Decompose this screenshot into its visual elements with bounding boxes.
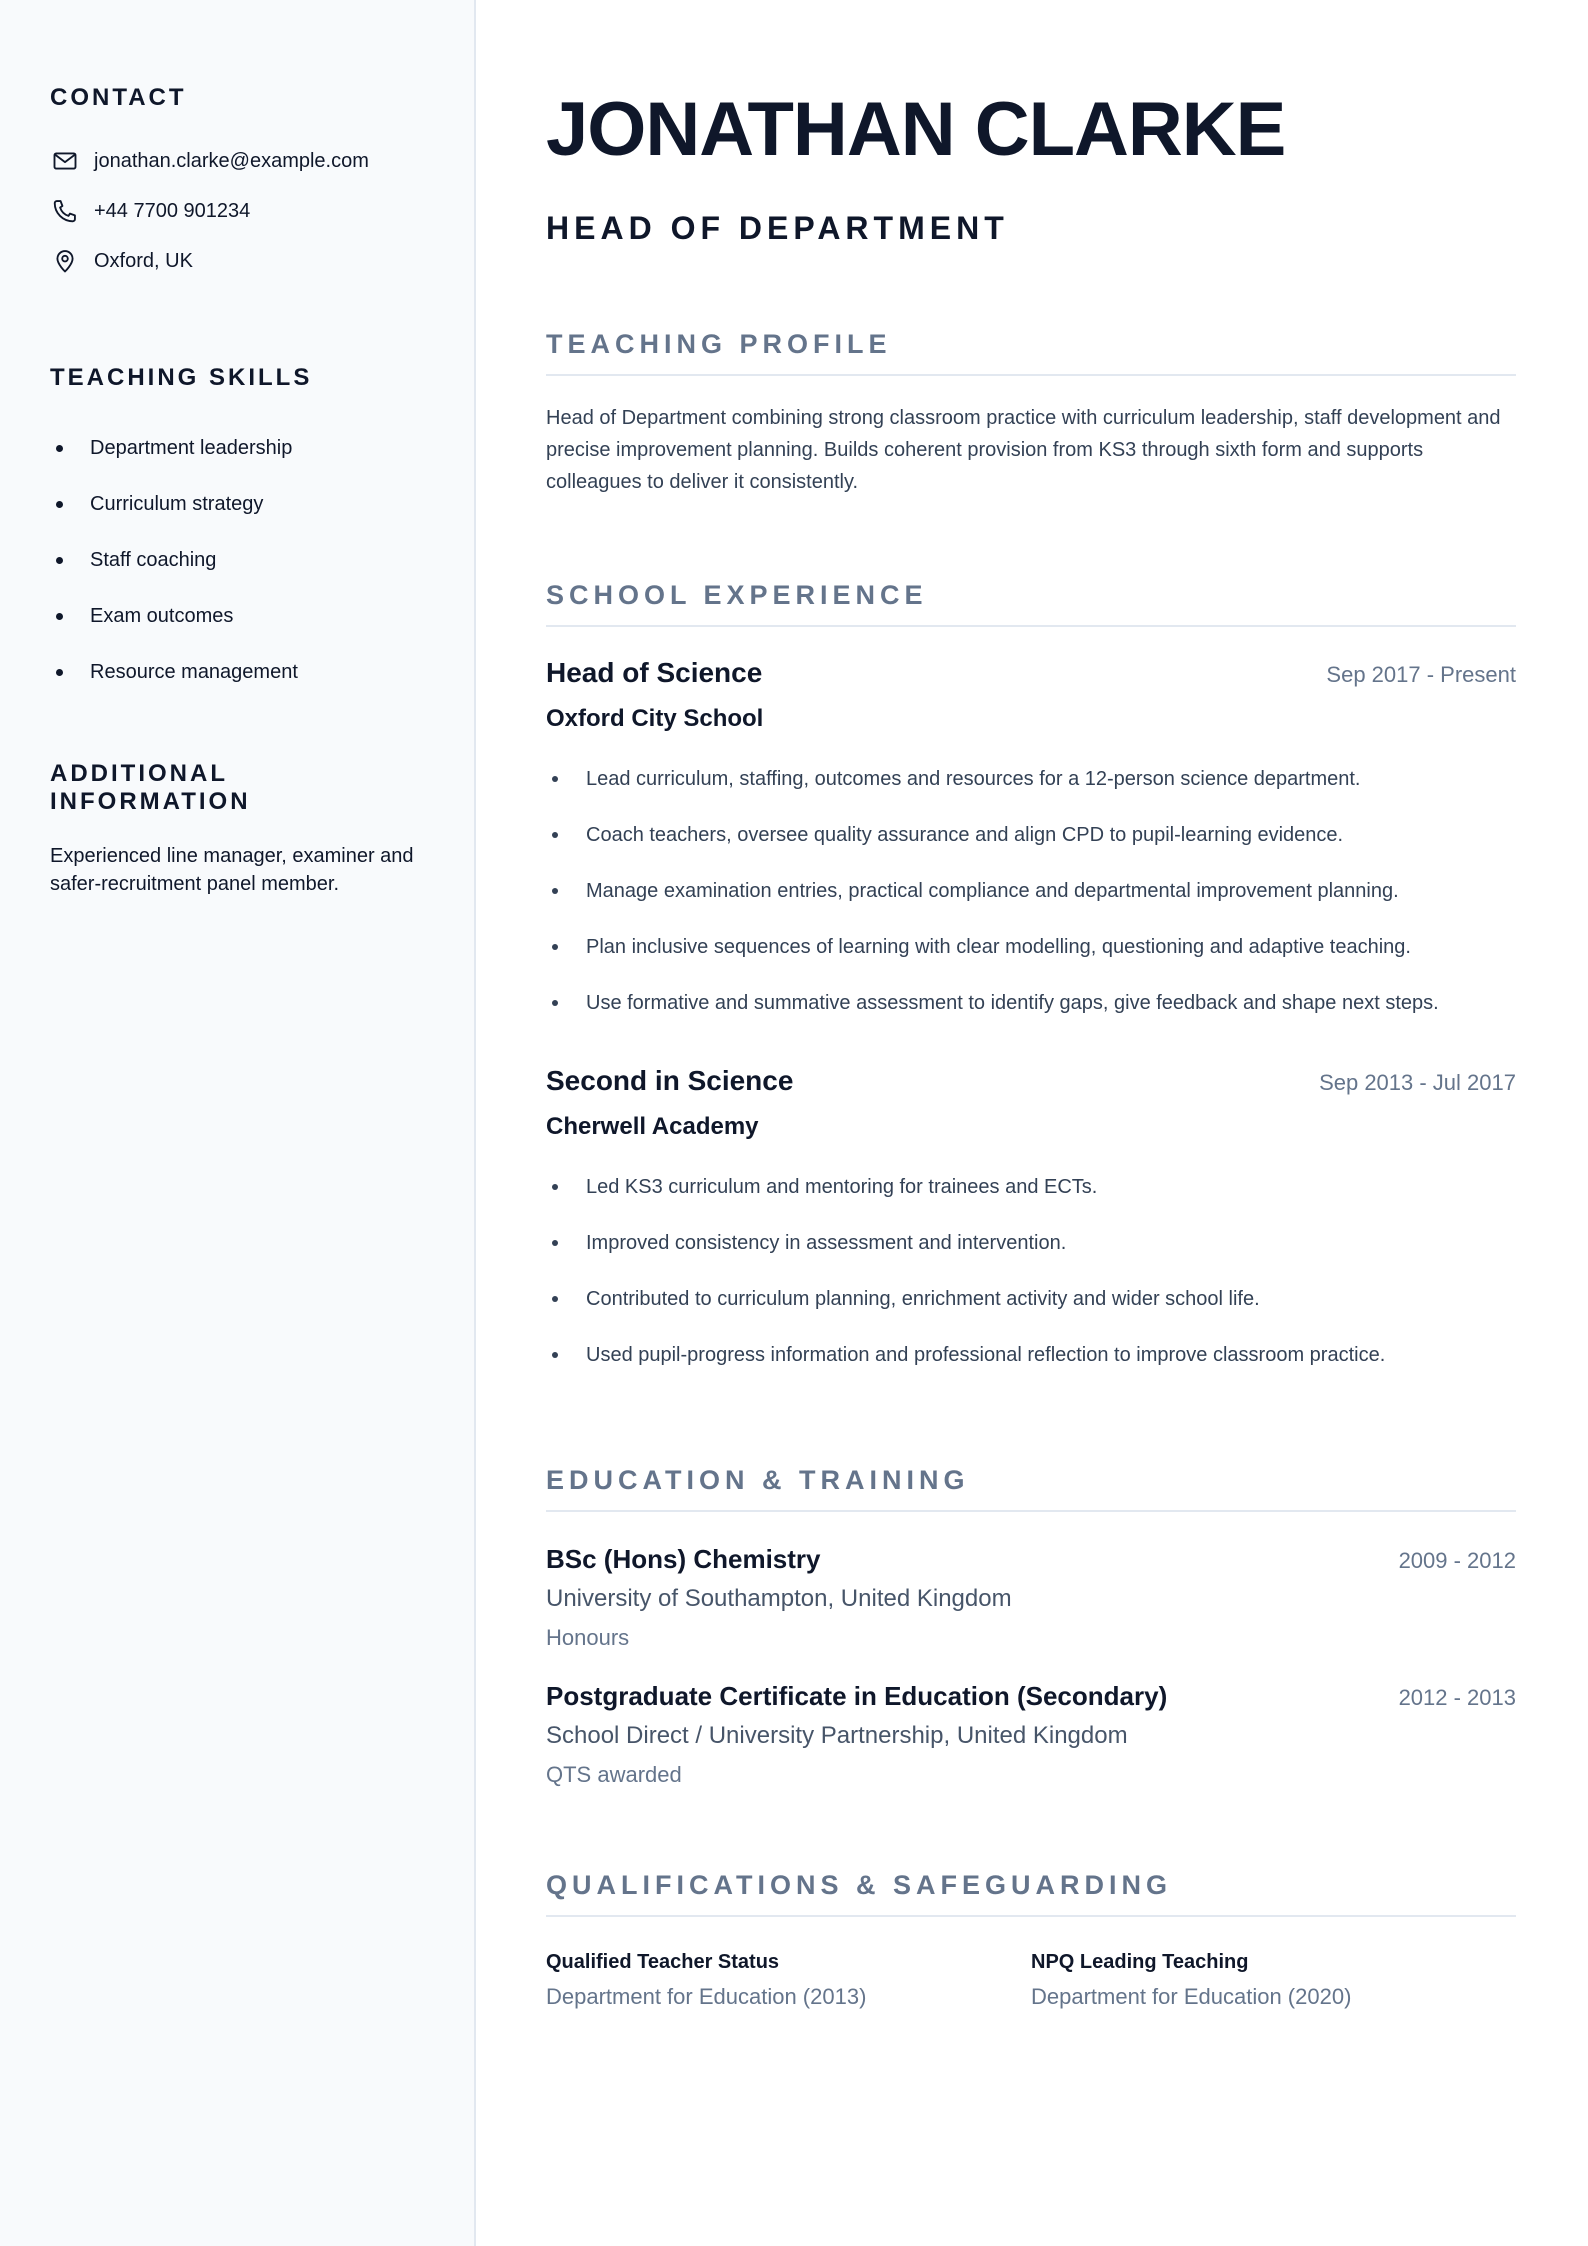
job-bullet (546, 751, 1516, 807)
job-bullet (546, 1271, 1516, 1327)
bullet-dot (552, 776, 558, 782)
education-heading: EDUCATION & TRAINING (546, 1465, 1516, 1512)
skill-item (50, 476, 424, 532)
education-dates: 2009 - 2012 (1398, 1548, 1516, 1573)
job-role: Head of Science (546, 657, 763, 688)
bullet-dot (552, 1296, 558, 1302)
bullet-dot (56, 501, 63, 508)
bullet-dot (552, 832, 558, 838)
education-section (546, 1465, 1516, 1788)
mail-icon (50, 146, 80, 176)
skill-label: Exam outcomes (90, 604, 234, 627)
job-bullets (546, 751, 1516, 1031)
qualifications-section (546, 1870, 1516, 2010)
contact-phone[interactable] (50, 186, 424, 236)
bullet-dot (56, 557, 63, 564)
skills-section (50, 364, 424, 700)
bullet-text: Improved consistency in assessment and intervention. (586, 1231, 1067, 1254)
candidate-name: JONATHAN CLARKE (546, 87, 1286, 172)
job-bullet (546, 863, 1516, 919)
skill-item (50, 420, 424, 476)
job-bullet (546, 1215, 1516, 1271)
skill-label: Department leadership (90, 436, 293, 459)
education-note: Honours (546, 1625, 630, 1650)
experience-heading: SCHOOL EXPERIENCE (546, 580, 1516, 627)
skill-item (50, 532, 424, 588)
bullet-text: Use formative and summative assessment to identify gaps, give feedback and shape next steps. (586, 991, 1439, 1014)
job-header (546, 1065, 1516, 1097)
job-bullet (546, 919, 1516, 975)
qualification-name: Qualified Teacher Status (546, 1951, 780, 1973)
skill-label: Curriculum strategy (90, 492, 264, 515)
bullet-text: Manage examination entries, practical compliance and departmental improvement planning. (586, 879, 1399, 902)
phone-icon (50, 196, 80, 226)
job-bullet (546, 807, 1516, 863)
main-inner (546, 87, 1516, 2010)
email-text: jonathan.clarke@example.com (94, 149, 369, 172)
bullet-text: Contributed to curriculum planning, enrichment activity and wider school life. (586, 1287, 1260, 1310)
job-role: Second in Science (546, 1065, 794, 1096)
phone-text: +44 7700 901234 (94, 199, 251, 222)
job-entry (546, 1065, 1516, 1383)
contact-section (50, 84, 424, 286)
contact-list (50, 136, 424, 286)
contact-location (50, 236, 424, 286)
skill-item (50, 644, 424, 700)
bullet-text: Led KS3 curriculum and mentoring for trainees and ECTs. (586, 1175, 1098, 1198)
additional-heading: ADDITIONAL INFORMATION (50, 760, 251, 815)
skill-label: Resource management (90, 660, 298, 683)
education-header (546, 1544, 1516, 1575)
skill-label: Staff coaching (90, 548, 217, 571)
education-entry (546, 1544, 1516, 1651)
bullet-text: Lead curriculum, staffing, outcomes and resources for a 12-person science department. (586, 767, 1361, 790)
education-entry (546, 1681, 1516, 1788)
education-dates: 2012 - 2013 (1398, 1685, 1516, 1710)
sidebar (0, 0, 476, 2246)
bullet-dot (56, 613, 63, 620)
skill-list (50, 420, 424, 700)
bullet-text: Coach teachers, oversee quality assurance and align CPD to pupil-learning evidence. (586, 823, 1344, 846)
bullet-dot (552, 1352, 558, 1358)
job-dates: Sep 2017 - Present (1326, 662, 1516, 687)
main-content (476, 0, 1588, 2246)
job-organisation: Cherwell Academy (546, 1113, 759, 1140)
bullet-dot (552, 888, 558, 894)
profile-heading: TEACHING PROFILE (546, 329, 1516, 376)
bullet-dot (552, 1184, 558, 1190)
job-organisation: Oxford City School (546, 705, 764, 732)
job-bullet (546, 1159, 1516, 1215)
job-bullet (546, 1327, 1516, 1383)
additional-text: Experienced line manager, examiner and safer-recruitment panel member. (50, 845, 414, 895)
education-degree: BSc (Hons) Chemistry (546, 1544, 821, 1574)
education-school: School Direct / University Partnership, United Kingdom (546, 1722, 1128, 1749)
job-entry (546, 657, 1516, 1031)
map-pin-icon (50, 246, 80, 276)
contact-heading: CONTACT (50, 84, 187, 111)
qualification-item (1031, 1951, 1516, 2010)
education-header (546, 1681, 1516, 1712)
contact-email[interactable] (50, 136, 424, 186)
candidate-title: HEAD OF DEPARTMENT (546, 210, 1009, 246)
experience-section (546, 580, 1516, 1383)
qualification-issuer: Department for Education (2013) (546, 1984, 867, 2009)
skill-item (50, 588, 424, 644)
profile-text: Head of Department combining strong classroom practice with curriculum leadership, staff development and precise improvement planning. Builds coherent provision from KS3 through sixth form and supports colleagues to deliver it consistently. (546, 407, 1501, 493)
job-bullets (546, 1159, 1516, 1383)
location-text: Oxford, UK (94, 249, 193, 272)
qualification-name: NPQ Leading Teaching (1031, 1951, 1249, 1973)
bullet-dot (56, 445, 63, 452)
education-degree: Postgraduate Certificate in Education (Secondary) (546, 1681, 1168, 1711)
qualification-issuer: Department for Education (2020) (1031, 1984, 1352, 2009)
profile-section (546, 329, 1516, 498)
qualifications-grid (546, 1951, 1516, 2010)
bullet-text: Plan inclusive sequences of learning with clear modelling, questioning and adaptive teaching. (586, 935, 1411, 958)
bullet-dot (56, 669, 63, 676)
bullet-text: Used pupil-progress information and professional reflection to improve classroom practice. (586, 1343, 1386, 1366)
education-note: QTS awarded (546, 1762, 682, 1787)
job-header (546, 657, 1516, 689)
additional-section (50, 760, 424, 898)
bullet-dot (552, 1000, 558, 1006)
job-dates: Sep 2013 - Jul 2017 (1319, 1070, 1516, 1095)
skills-heading: TEACHING SKILLS (50, 364, 313, 391)
bullet-dot (552, 944, 558, 950)
qualifications-heading: QUALIFICATIONS & SAFEGUARDING (546, 1870, 1516, 1917)
qualification-item (546, 1951, 1031, 2010)
bullet-dot (552, 1240, 558, 1246)
education-school: University of Southampton, United Kingdom (546, 1585, 1012, 1612)
job-bullet (546, 975, 1516, 1031)
